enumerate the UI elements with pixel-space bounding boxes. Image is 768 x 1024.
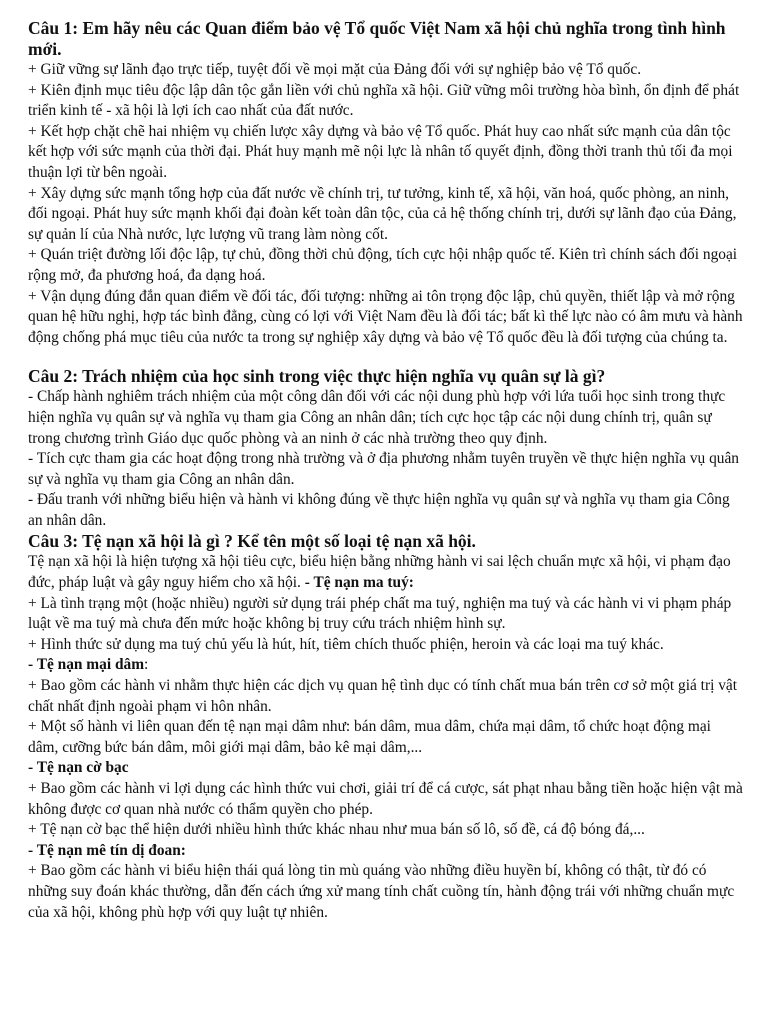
q2-item-3: - Đấu tranh với những biểu hiện và hành vi không đúng về thực hiện nghĩa vụ quân sự và nghĩa vụ tham gia Công an nhân dân. [28,491,730,529]
prostitution-heading-line [28,655,744,676]
section-spacer [28,348,744,366]
q3-intro-paragraph [28,552,744,593]
prostitution-heading-colon: : [144,656,149,674]
q1-item-6: + Vận dụng đúng đắn quan điểm về đối tác, đối tượng: những ai tôn trọng độc lập, chủ quyền, thiết lập và mở rộng quan hệ hữu nghị, hợp tác bình đẳng, cùng có lợi với Việt Nam đều là đối tác; bất kì thế lực nào có âm mưu và hành động chống phá mục tiêu của nước ta trong sự nghiệp xây dựng và bảo vệ Tổ quốc đều là đối tượng của chúng ta. [28,287,743,346]
superstition-item-1: + Bao gồm các hành vi biểu hiện thái quá lòng tin mù quáng vào những điều huyền bí, không có thật, từ đó có những suy đoán khác thường, dẫn đến cách ứng xử mang tính chất cuồng tín, hành động trái với những chuẩn mực của xã hội, không phù hợp với quy luật tự nhiên. [28,862,735,921]
prostitution-heading: - Tệ nạn mại dâm [28,656,145,674]
superstition-heading: - Tệ nạn mê tín dị đoan: [28,841,186,859]
q1-item-4: + Xây dựng sức mạnh tổng hợp của đất nước về chính trị, tư tưởng, kinh tế, xã hội, văn hoá, quốc phòng, an ninh, đối ngoại. Phát huy sức mạnh khối đại đoàn kết toàn dân tộc, của cả hệ thống chính trị, dưới sự lãnh đạo của Đảng, sự quản lí của Nhà nước, lực lượng vũ trang làm nòng cốt. [28,184,737,243]
question-3-title: Câu 3: Tệ nạn xã hội là gì ? Kể tên một số loại tệ nạn xã hội. [28,531,476,552]
q1-item-5: + Quán triệt đường lối độc lập, tự chủ, đồng thời chủ động, tích cực hội nhập quốc tế. Kiên trì chính sách đối ngoại rộng mở, đa phương hoá, đa dạng hoá. [28,246,738,284]
document-page [28,18,744,923]
q1-item-1: + Giữ vững sự lãnh đạo trực tiếp, tuyệt đối về mọi mặt của Đảng đối với sự nghiệp bảo vệ Tổ quốc. [28,61,642,78]
gambling-item-1: + Bao gồm các hành vi lợi dụng các hình thức vui chơi, giải trí để cá cược, sát phạt nhau bằng tiền hoặc hiện vật mà không được cơ quan nhà nước có thẩm quyền cho phép. [28,780,743,818]
question-2-section [28,366,744,531]
gambling-item-2: + Tệ nạn cờ bạc thể hiện dưới nhiều hình thức khác nhau như mua bán số lô, số đề, cá độ bóng đá,... [28,821,645,839]
drug-item-2: + Hình thức sử dụng ma tuý chủ yếu là hút, hít, tiêm chích thuốc phiện, heroin và các loại ma tuý khác. [28,635,664,653]
q3-intro-text: Tệ nạn xã hội là hiện tượng xã hội tiêu cực, biểu hiện bằng những hành vi sai lệch chuẩn mực xã hội, vi phạm đạo đức, pháp luật và gây nguy hiểm cho xã hội. [28,553,731,592]
question-2-title: Câu 2: Trách nhiệm của học sinh trong việc thực hiện nghĩa vụ quân sự là gì? [28,366,606,387]
prostitution-item-1: + Bao gồm các hành vi nhằm thực hiện các dịch vụ quan hệ tình dục có tính chất mua bán trên cơ sở một giá trị vật chất nhất định ngoài phạm vi hôn nhân. [28,677,737,715]
prostitution-item-2: + Một số hành vi liên quan đến tệ nạn mại dâm như: bán dâm, mua dâm, chứa mại dâm, tổ chức hoạt động mại dâm, cưỡng bức bán dâm, môi giới mại dâm, bảo kê mại dâm,... [28,718,711,756]
q1-item-3: + Kết hợp chặt chẽ hai nhiệm vụ chiến lược xây dựng và bảo vệ Tổ quốc. Phát huy cao nhất sức mạnh của dân tộc kết hợp với sức mạnh của thời đại. Phát huy mạnh mẽ nội lực là nhân tố quyết định, đồng thời tranh thủ tối đa mọi thuận lợi từ bên ngoài. [28,122,733,181]
q2-item-1: - Chấp hành nghiêm trách nhiệm của một công dân đối với các nội dung phù hợp với lứa tuổi học sinh trong thực hiện nghĩa vụ quân sự và nghĩa vụ tham gia Công an nhân dân; tích cực học tập các nội dung chính trị, quân sự trong chương trình Giáo dục quốc phòng và an ninh ở các nhà trường theo quy định. [28,388,726,447]
question-1-title: Câu 1: Em hãy nêu các Quan điểm bảo vệ Tổ quốc Việt Nam xã hội chủ nghĩa trong tình hình mới. [28,18,726,59]
question-3-section [28,531,744,923]
gambling-heading: - Tệ nạn cờ bạc [28,759,129,777]
drug-item-1: + Là tình trạng một (hoặc nhiều) người sử dụng trái phép chất ma tuý, nghiện ma tuý và các hành vi vi phạm pháp luật về ma tuý mà chưa đến mức hoặc không bị truy cứu trách nhiệm hình sự. [28,594,732,633]
question-1-section [28,18,744,348]
q1-item-2: + Kiên định mục tiêu độc lập dân tộc gắn liền với chủ nghĩa xã hội. Giữ vững môi trường hòa bình, ổn định để phát triển kinh tế - xã hội là lợi ích cao nhất của đất nước. [28,81,740,120]
q2-item-2: - Tích cực tham gia các hoạt động trong nhà trường và ở địa phương nhằm tuyên truyền về thực hiện nghĩa vụ quân sự và nghĩa vụ tham gia Công an nhân dân. [28,450,739,488]
drug-heading: - Tệ nạn ma tuý: [304,574,414,592]
